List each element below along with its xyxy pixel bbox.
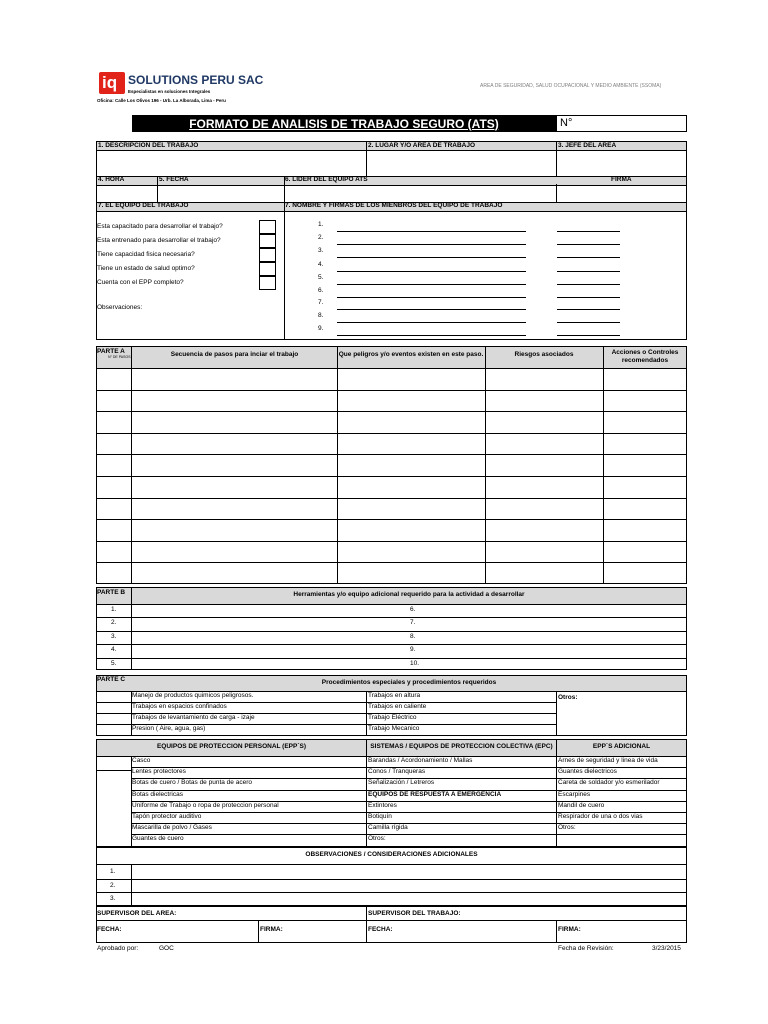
firma-field[interactable] <box>557 185 686 202</box>
parte-a-col4: Acciones o Controles recomendados <box>611 349 679 364</box>
question-checkbox[interactable] <box>259 234 276 248</box>
member-name-line[interactable] <box>337 335 526 336</box>
parte-b-right-cell[interactable] <box>420 618 686 630</box>
parte-c-label: PARTE C <box>97 676 126 683</box>
epp-col1-item[interactable]: Botas dielectricas <box>132 790 183 798</box>
member-name-line[interactable] <box>337 244 526 245</box>
obs-row-field[interactable] <box>132 893 686 905</box>
epp-row-divider <box>131 823 686 824</box>
parte-a-cell[interactable] <box>132 369 337 389</box>
parte-b-left-number: 1. <box>111 606 117 613</box>
label-nombres: 7. NOMBRE Y FIRMAS DE LOS MIENBROS DEL EQUIPO DE TRABAJO <box>285 202 503 209</box>
parte-b-left-cell[interactable] <box>132 645 402 657</box>
epp-col1-item[interactable]: Guantes de cuero <box>132 835 184 843</box>
sup-area-field[interactable] <box>170 907 365 920</box>
question-checkbox[interactable] <box>259 262 276 276</box>
question-text: Esta entrenado para desarrollar el trabajo? <box>97 237 221 244</box>
parte-b-left-cell[interactable] <box>132 618 402 630</box>
member-signature-line[interactable] <box>557 257 620 258</box>
epp-col2-item[interactable]: Botiquín <box>368 813 392 820</box>
member-signature-line[interactable] <box>557 335 620 336</box>
epp-col1-item[interactable]: Botas de cuero / Botas de punta de acero <box>132 779 252 787</box>
parte-a-sub: N° DE PASOS <box>108 355 131 359</box>
revision-value: 3/23/2015 <box>652 945 681 952</box>
member-number: 1. <box>318 221 324 228</box>
parte-b-label: PARTE B <box>97 589 126 596</box>
parte-b-left-number: 5. <box>111 659 117 667</box>
epp-h1: EQUIPOS DE PROTECCION PERSONAL (EPP´S) <box>156 743 307 750</box>
parte-c-mid-item[interactable]: Trabajo Eléctrico <box>368 714 417 721</box>
sup-trabajo-field[interactable] <box>460 907 685 920</box>
label-hora: 4. HORA <box>98 176 125 183</box>
epp-col1-item[interactable]: Tapón protector auditivo <box>132 813 202 820</box>
parte-c-left-item[interactable]: Trabajos en espacios confinados <box>132 703 227 710</box>
parte-c-header-text: Procedimientos especiales y procedimientos requeridos <box>321 679 497 686</box>
parte-b-left-number: 4. <box>111 646 117 654</box>
question-checkbox[interactable] <box>259 248 276 262</box>
parte-b-right-cell[interactable] <box>420 659 686 671</box>
member-number: 2. <box>318 234 324 241</box>
logo-text: iq <box>102 73 118 92</box>
parte-b-right-number: 9. <box>410 646 416 654</box>
parte-b-right-number: 8. <box>410 632 416 640</box>
member-signature-line[interactable] <box>557 244 620 245</box>
revision-label: Fecha de Revisión: <box>558 945 614 952</box>
parte-c-mid-item[interactable]: Trabajos en caliente <box>368 703 427 710</box>
member-number: 4. <box>318 261 324 268</box>
parte-b-left-number: 3. <box>111 632 117 640</box>
label-descripcion: 1. DESCRIPCION DEL TRABAJO <box>98 142 199 149</box>
parte-b-right-number: 7. <box>410 619 416 627</box>
epp-col3-item[interactable]: Guantes dielectricos <box>558 768 617 776</box>
parte-a-cell[interactable] <box>132 434 337 454</box>
parte-a-col2: Que peligros y/o eventos existen en este paso. <box>338 351 484 358</box>
member-name-line[interactable] <box>337 297 526 298</box>
parte-a-col-divider <box>485 347 486 583</box>
member-number: 3. <box>318 247 324 254</box>
aprobado-label: Aprobado por: <box>97 945 139 952</box>
member-number: 8. <box>318 312 324 319</box>
obs-header: OBSERVACIONES / CONSIDERACIONES ADICIONALES <box>305 851 478 858</box>
label-lider: 6. LIDER DEL EQUIPO ATS <box>285 176 368 183</box>
obs-row-field[interactable] <box>132 866 686 878</box>
label-firma: FIRMA <box>611 176 632 183</box>
parte-a-cell[interactable] <box>132 520 337 540</box>
parte-c-otros: Otros: <box>558 694 578 701</box>
member-signature-line[interactable] <box>557 297 620 298</box>
epp-col3-item[interactable]: Respirador de una o dos vias <box>558 813 643 820</box>
member-name-line[interactable] <box>337 284 526 285</box>
question-checkbox[interactable] <box>259 276 276 290</box>
firma-trabajo-label: FIRMA: <box>558 926 581 933</box>
parte-b-right-number: 6. <box>410 606 416 613</box>
member-signature-line[interactable] <box>557 322 620 323</box>
observaciones-label: Observaciones: <box>97 304 143 311</box>
epp-col2-item[interactable]: Otros: <box>368 835 386 843</box>
parte-a-col-divider <box>337 347 338 583</box>
parte-a-col-divider <box>603 347 604 583</box>
epp-col2-item[interactable]: Extintores <box>368 801 397 809</box>
aprobado-value: GOC <box>159 945 174 952</box>
epp-col1-item[interactable]: Lentes protectores <box>132 768 186 776</box>
member-number: 7. <box>318 299 324 306</box>
parte-b-header-text: Herramientas y/o equipo adicional requerido para la actividad a desarrollar <box>293 591 525 598</box>
epp-col3-item[interactable]: Otros: <box>558 824 576 832</box>
parte-a-cell[interactable] <box>132 477 337 497</box>
obs-row-number: 2. <box>110 881 116 889</box>
member-signature-line[interactable] <box>557 271 620 272</box>
hora-field[interactable] <box>97 185 157 202</box>
jefe-field[interactable] <box>557 151 686 176</box>
epp-col2-item[interactable]: Camilla rígida <box>368 824 408 832</box>
parte-a-cell[interactable] <box>132 391 337 411</box>
member-name-line[interactable] <box>337 231 526 232</box>
epp-col1-item[interactable]: Casco <box>132 757 151 764</box>
form-title <box>132 115 556 132</box>
lider-field[interactable] <box>285 185 556 202</box>
company-logo <box>99 72 125 94</box>
epp-col1-item[interactable]: Mascarilla de polvo / Gases <box>132 824 212 832</box>
epp-h2: SISTEMAS / EQUIPOS DE PROTECCION COLECTIVA (EPC) <box>370 743 553 750</box>
parte-b-right-number: 10. <box>410 659 420 667</box>
company-tagline: Especialistas en soluciones Integrales <box>128 89 211 94</box>
company-office: Oficina: Calle Los Olivos 196 - Urb. La Alborada, Lima - Peru <box>97 98 226 103</box>
descripcion-field[interactable] <box>97 151 366 176</box>
lugar-field[interactable] <box>367 151 556 176</box>
epp-h3: EPP´S ADICIONAL <box>592 743 651 750</box>
parte-c-left-item[interactable]: Trabajos de levantamiento de carga - izaje <box>132 714 255 721</box>
parte-c-left-item[interactable]: Presion ( Aire, agua, gas) <box>132 725 206 732</box>
obs-row-number: 1. <box>110 868 116 875</box>
parte-b-left-cell[interactable] <box>132 605 402 617</box>
epp-row-divider <box>131 834 686 835</box>
parte-a-cell[interactable] <box>132 455 337 475</box>
epp-col2-item[interactable]: Conos / Tranqueras <box>368 768 426 776</box>
parte-a-col1: Secuencia de pasos para inciar el trabajo <box>170 351 299 358</box>
numero-label: N° <box>560 117 573 129</box>
member-number: 6. <box>318 287 324 294</box>
member-signature-line[interactable] <box>557 309 620 310</box>
fecha-field[interactable] <box>158 185 284 202</box>
member-name-line[interactable] <box>337 322 526 323</box>
parte-c-mid-item[interactable]: Trabajos en altura <box>368 692 421 699</box>
parte-b-right-cell[interactable] <box>420 632 686 644</box>
parte-b-right-cell[interactable] <box>420 645 686 657</box>
fecha-trabajo-label: FECHA: <box>368 926 393 933</box>
question-text: Tiene capacidad fisica necesaria? <box>97 251 195 258</box>
question-text: Esta capacitado para desarrollar el trabajo? <box>97 223 223 230</box>
form-title-text: FORMATO DE ANALISIS DE TRABAJO SEGURO (ATS) <box>189 116 499 131</box>
epp-col1-item[interactable]: Uniforme de Trabajo o ropa de proteccion personal <box>132 801 279 809</box>
parte-a-cell[interactable] <box>132 499 337 519</box>
member-name-line[interactable] <box>337 309 526 310</box>
question-text: Tiene un estado de salud optimo? <box>97 265 195 272</box>
sup-trabajo-label: SUPERVISOR DEL TRABAJO: <box>368 910 461 917</box>
parte-c-mid-item[interactable]: Trabajo Mecanico <box>368 725 420 732</box>
fecha-area-label: FECHA: <box>97 926 122 933</box>
epp-col3-item[interactable]: Mandil de cuero <box>558 801 605 809</box>
member-name-line[interactable] <box>337 271 526 272</box>
question-checkbox[interactable] <box>259 220 276 234</box>
label-lugar: 2. LUGAR Y/O AREA DE TRABAJO <box>368 142 476 149</box>
epp-col2-item[interactable]: Señalización / Letreros <box>368 779 435 787</box>
parte-a-cell[interactable] <box>132 412 337 432</box>
epp-col3-item[interactable]: Escarpines <box>558 790 591 798</box>
parte-c-left-item[interactable]: Manejo de productos quimicos peligrosos. <box>132 692 254 699</box>
member-signature-line[interactable] <box>557 231 620 232</box>
parte-b-left-cell[interactable] <box>132 659 402 671</box>
label-equipo: 7. EL EQUIPO DEL TRABAJO <box>98 202 189 209</box>
epp-col3-item[interactable]: Arnes de seguridad y linea de vida <box>558 757 658 764</box>
parte-b-left-cell[interactable] <box>132 632 402 644</box>
company-name: SOLUTIONS PERU SAC <box>128 73 264 87</box>
parte-b-right-cell[interactable] <box>420 605 686 617</box>
member-number: 5. <box>318 274 324 281</box>
parte-a-col3: Riesgos asociados <box>514 351 574 358</box>
numero-field[interactable] <box>556 115 687 132</box>
label-jefe: 3. JEFE DEL AREA <box>558 142 617 149</box>
label-fecha: 5. FECHA <box>159 176 189 183</box>
member-signature-line[interactable] <box>557 284 620 285</box>
area-label: AREA DE SEGURIDAD, SALUD OCUPACIONAL Y MEDIO AMBIENTE (SSOMA) <box>480 83 662 89</box>
epp-col2-item[interactable]: EQUIPOS DE RESPUESTA A EMERGENCIA <box>368 790 502 798</box>
epp-col3-item[interactable]: Careta de soldador y/o esmerilador <box>558 779 660 787</box>
obs-row-number: 3. <box>110 895 116 902</box>
parte-b-left-number: 2. <box>111 619 117 627</box>
parte-a-cell[interactable] <box>132 542 337 562</box>
question-text: Cuenta con el EPP completo? <box>97 279 184 286</box>
firma-area-label: FIRMA: <box>260 926 283 933</box>
epp-col2-item[interactable]: Barandas / Acordonamiento / Mallas <box>368 757 473 764</box>
member-number: 9. <box>318 325 324 332</box>
sup-area-label: SUPERVISOR DEL AREA: <box>97 910 177 917</box>
member-name-line[interactable] <box>337 257 526 258</box>
obs-row-field[interactable] <box>132 880 686 892</box>
parte-a-label: PARTE A <box>97 348 125 355</box>
parte-a-cell[interactable] <box>132 563 337 583</box>
